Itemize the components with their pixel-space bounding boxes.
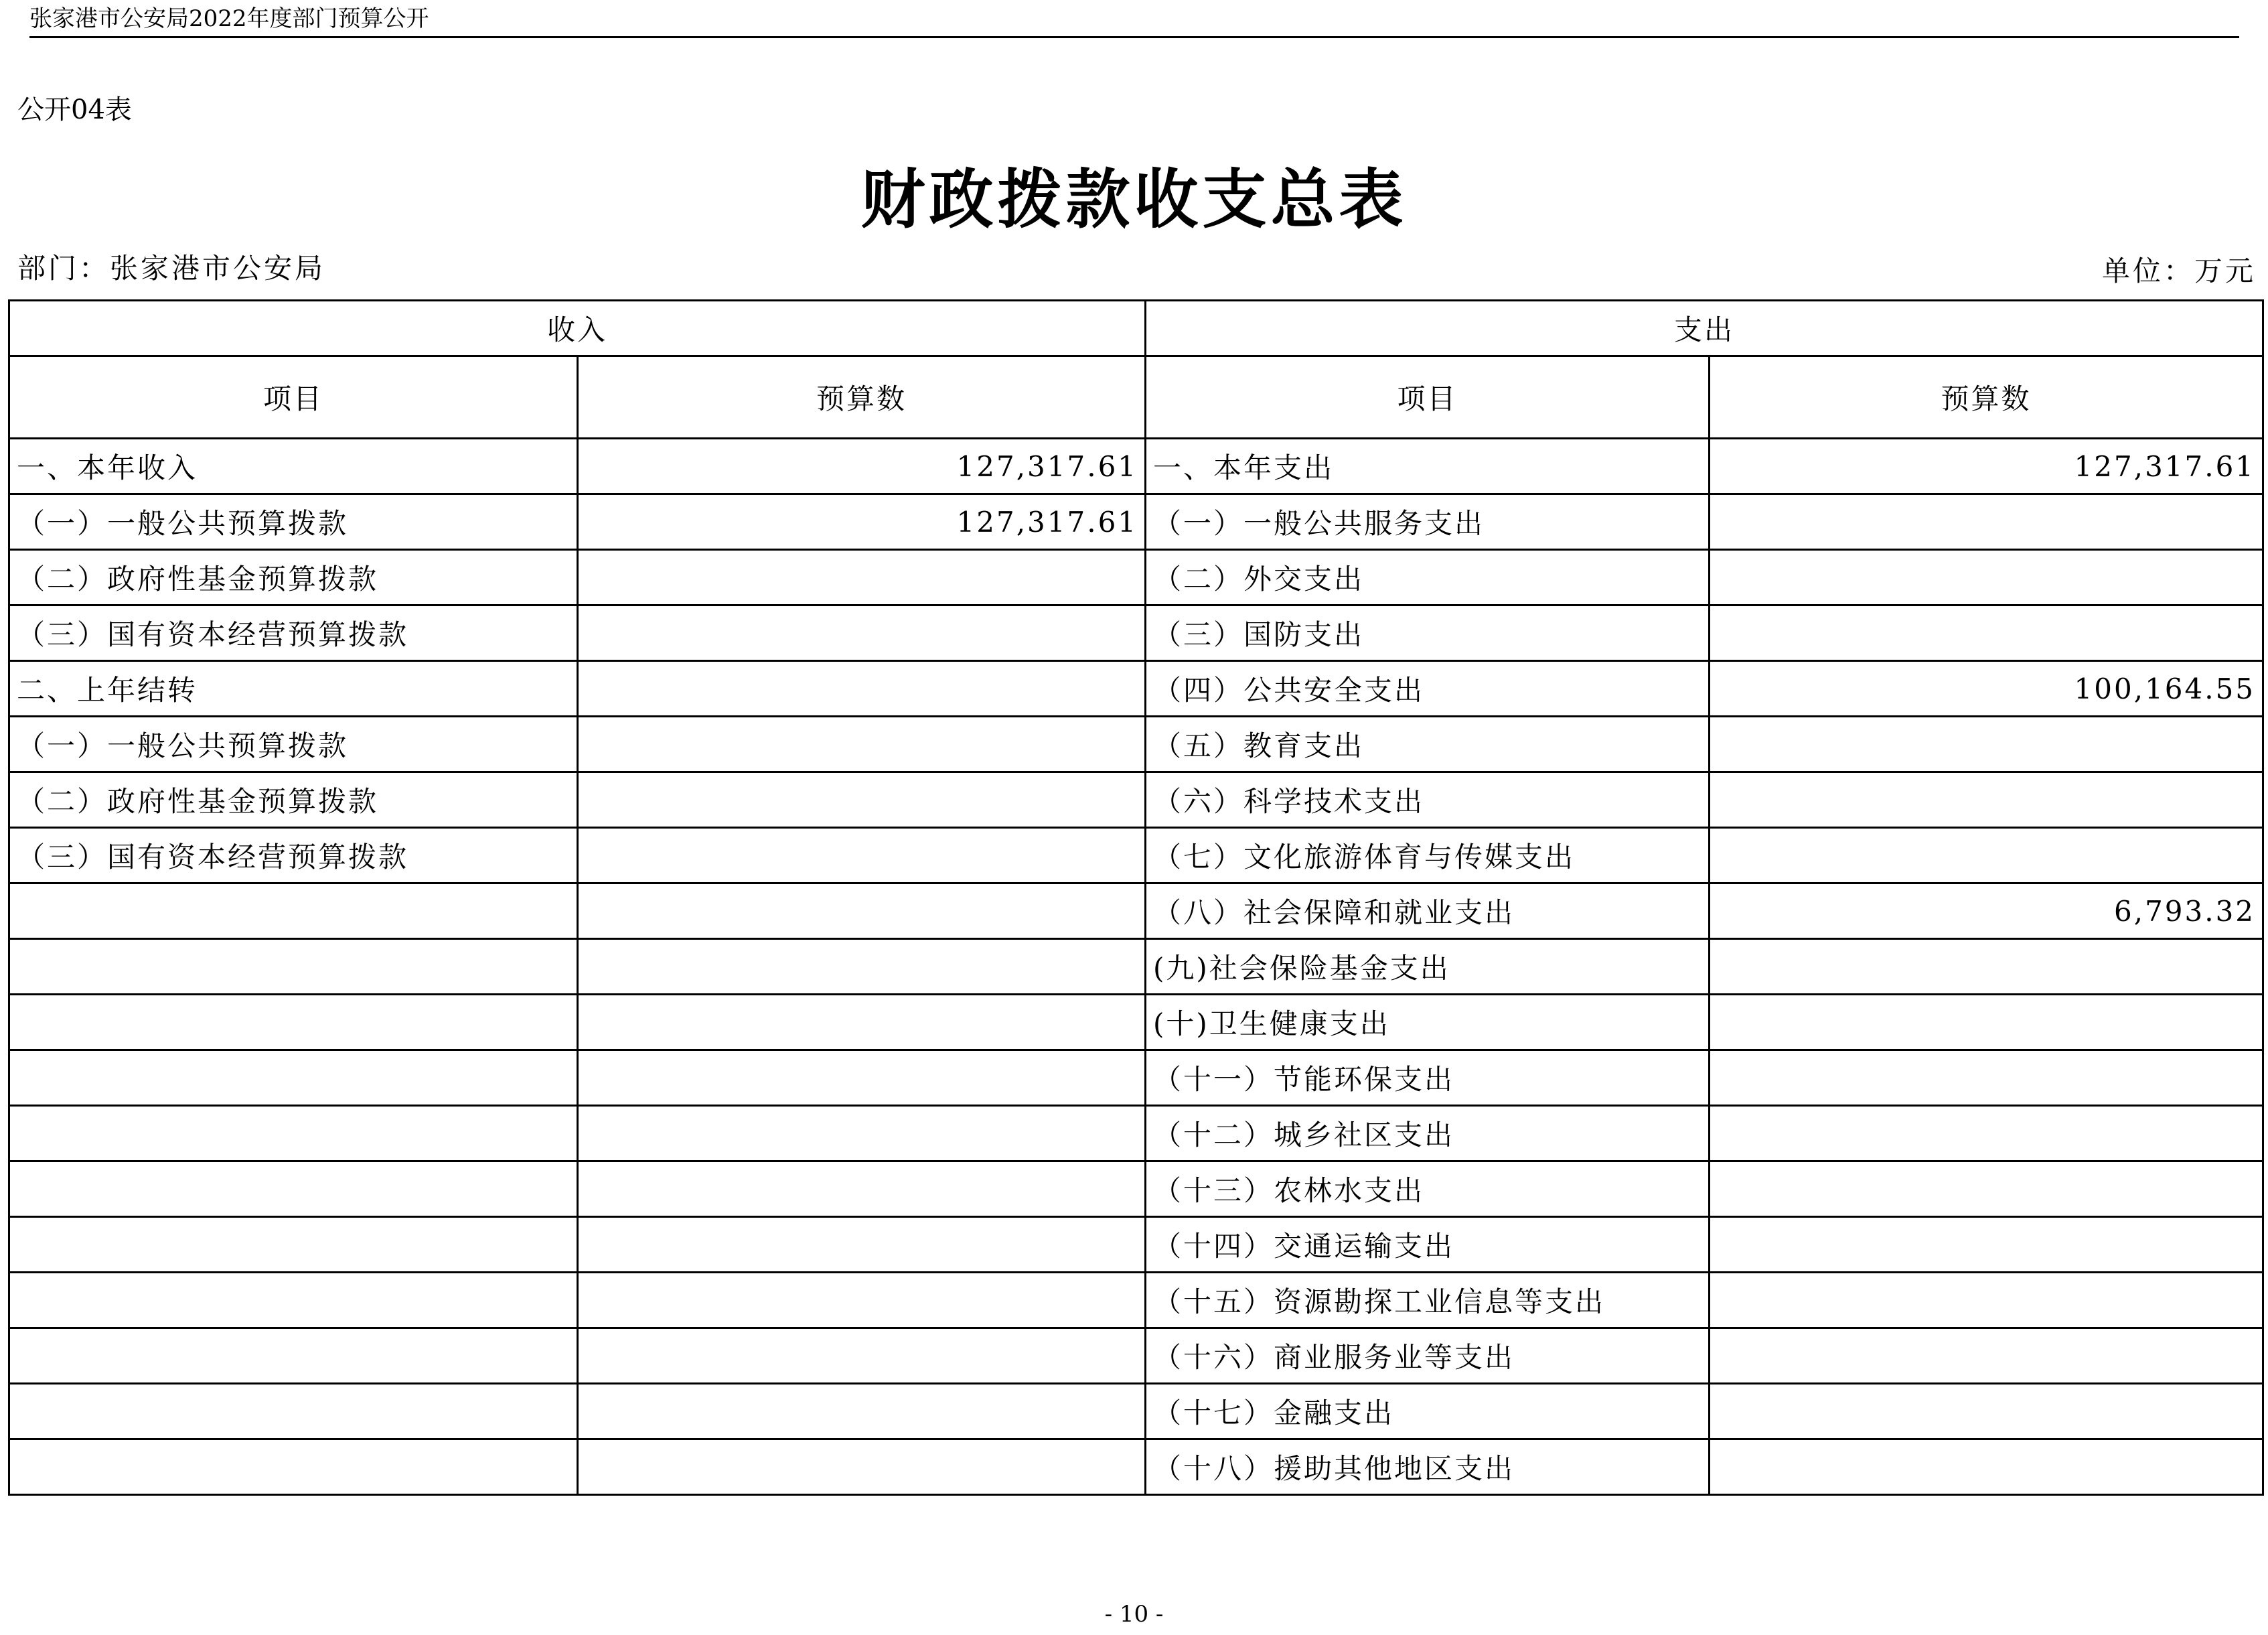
table-row <box>9 1217 2263 1273</box>
income-amount-cell <box>578 883 1146 939</box>
income-item-cell: （二）政府性基金预算拨款 <box>9 772 578 828</box>
income-item-cell: （二）政府性基金预算拨款 <box>9 550 578 606</box>
income-item-cell <box>9 1273 578 1328</box>
running-header-title: 张家港市公安局2022年度部门预算公开 <box>29 5 429 32</box>
expense-item-cell: （十六）商业服务业等支出 <box>1146 1328 1710 1384</box>
expense-amount-cell <box>1710 995 2263 1050</box>
income-item-cell <box>9 1439 578 1495</box>
table-row <box>9 1106 2263 1161</box>
table-row <box>9 439 2263 494</box>
expense-amount-cell <box>1710 1050 2263 1106</box>
income-item-cell <box>9 1328 578 1384</box>
income-amount-cell <box>578 1050 1146 1106</box>
income-item-cell <box>9 939 578 995</box>
expense-amount-cell <box>1710 939 2263 995</box>
table-row <box>9 995 2263 1050</box>
table-row <box>9 1328 2263 1384</box>
table-row <box>9 606 2263 661</box>
table-row <box>9 772 2263 828</box>
income-amount-cell <box>578 1217 1146 1273</box>
income-item-cell <box>9 1217 578 1273</box>
expense-amount-cell <box>1710 1161 2263 1217</box>
income-amount-cell <box>578 1439 1146 1495</box>
income-item-cell: 二、上年结转 <box>9 661 578 717</box>
income-amount-cell <box>578 995 1146 1050</box>
running-header <box>29 1 2239 38</box>
income-item-cell: 一、本年收入 <box>9 439 578 494</box>
expense-item-cell: （六）科学技术支出 <box>1146 772 1710 828</box>
income-amount-cell <box>578 1273 1146 1328</box>
expense-amount-cell: 6,793.32 <box>1710 883 2263 939</box>
table-row <box>9 828 2263 883</box>
income-amount-cell <box>578 717 1146 772</box>
expense-amount-cell <box>1710 1439 2263 1495</box>
table-row <box>9 1439 2263 1495</box>
table-row <box>9 1384 2263 1439</box>
expense-amount-cell <box>1710 772 2263 828</box>
income-item-cell: （一）一般公共预算拨款 <box>9 494 578 550</box>
expense-item-cell: （十一）节能环保支出 <box>1146 1050 1710 1106</box>
expense-amount-cell <box>1710 606 2263 661</box>
income-amount-cell: 127,317.61 <box>578 439 1146 494</box>
income-item-cell <box>9 1161 578 1217</box>
income-amount-cell <box>578 550 1146 606</box>
table-row <box>9 939 2263 995</box>
expense-amount-cell <box>1710 828 2263 883</box>
income-item-cell <box>9 1050 578 1106</box>
expense-item-cell: （十五）资源勘探工业信息等支出 <box>1146 1273 1710 1328</box>
expense-item-cell: （三）国防支出 <box>1146 606 1710 661</box>
expense-item-cell: （十三）农林水支出 <box>1146 1161 1710 1217</box>
income-item-cell: （三）国有资本经营预算拨款 <box>9 828 578 883</box>
expense-item-cell: （十四）交通运输支出 <box>1146 1217 1710 1273</box>
income-item-cell: （一）一般公共预算拨款 <box>9 717 578 772</box>
expense-amount-cell: 127,317.61 <box>1710 439 2263 494</box>
expense-item-cell: （五）教育支出 <box>1146 717 1710 772</box>
income-item-cell <box>9 995 578 1050</box>
expense-item-cell: （八）社会保障和就业支出 <box>1146 883 1710 939</box>
income-amount-cell <box>578 606 1146 661</box>
table-row <box>9 883 2263 939</box>
income-amount-cell <box>578 772 1146 828</box>
expense-item-cell: （二）外交支出 <box>1146 550 1710 606</box>
expense-amount-cell <box>1710 1384 2263 1439</box>
expense-amount-cell <box>1710 1328 2263 1384</box>
income-item-cell <box>9 883 578 939</box>
table-row <box>9 661 2263 717</box>
page-number: - 10 - <box>1104 1601 1164 1628</box>
expense-item-cell: 一、本年支出 <box>1146 439 1710 494</box>
expense-header: 支出 <box>1146 301 2263 356</box>
form-number: 公开04表 <box>17 94 132 125</box>
table-row <box>9 494 2263 550</box>
income-header: 收入 <box>9 301 1146 356</box>
expense-item-column-header: 项目 <box>1146 356 1710 439</box>
income-amount-cell <box>578 1106 1146 1161</box>
expense-item-cell: （四）公共安全支出 <box>1146 661 1710 717</box>
table-body <box>9 439 2263 1495</box>
expense-amount-cell: 100,164.55 <box>1710 661 2263 717</box>
expense-item-cell: （十二）城乡社区支出 <box>1146 1106 1710 1161</box>
expense-amount-cell <box>1710 717 2263 772</box>
income-amount-cell <box>578 939 1146 995</box>
budget-table <box>8 299 2264 1496</box>
income-amount-cell <box>578 828 1146 883</box>
table-group-header-row <box>9 301 2263 356</box>
expense-item-cell: （十八）援助其他地区支出 <box>1146 1439 1710 1495</box>
expense-item-cell: （十七）金融支出 <box>1146 1384 1710 1439</box>
table-column-header-row <box>9 356 2263 439</box>
expense-item-cell: (十)卫生健康支出 <box>1146 995 1710 1050</box>
income-amount-column-header: 预算数 <box>578 356 1146 439</box>
income-item-cell <box>9 1106 578 1161</box>
table-row <box>9 1161 2263 1217</box>
income-item-cell: （三）国有资本经营预算拨款 <box>9 606 578 661</box>
department-label: 部门：张家港市公安局 <box>17 252 326 285</box>
income-amount-cell <box>578 661 1146 717</box>
table-row <box>9 717 2263 772</box>
income-amount-cell <box>578 1161 1146 1217</box>
table-row <box>9 550 2263 606</box>
income-amount-cell: 127,317.61 <box>578 494 1146 550</box>
expense-amount-cell <box>1710 1106 2263 1161</box>
income-item-column-header: 项目 <box>9 356 578 439</box>
table-row <box>9 1050 2263 1106</box>
expense-amount-cell <box>1710 550 2263 606</box>
page-title: 财政拨款收支总表 <box>860 161 1408 237</box>
expense-item-cell: (九)社会保险基金支出 <box>1146 939 1710 995</box>
income-amount-cell <box>578 1384 1146 1439</box>
expense-amount-cell <box>1710 1273 2263 1328</box>
expense-amount-cell <box>1710 1217 2263 1273</box>
expense-amount-column-header: 预算数 <box>1710 356 2263 439</box>
expense-amount-cell <box>1710 494 2263 550</box>
expense-item-cell: （七）文化旅游体育与传媒支出 <box>1146 828 1710 883</box>
income-item-cell <box>9 1384 578 1439</box>
income-amount-cell <box>578 1328 1146 1384</box>
table-row <box>9 1273 2263 1328</box>
expense-item-cell: （一）一般公共服务支出 <box>1146 494 1710 550</box>
unit-label: 单位：万元 <box>2101 255 2256 287</box>
